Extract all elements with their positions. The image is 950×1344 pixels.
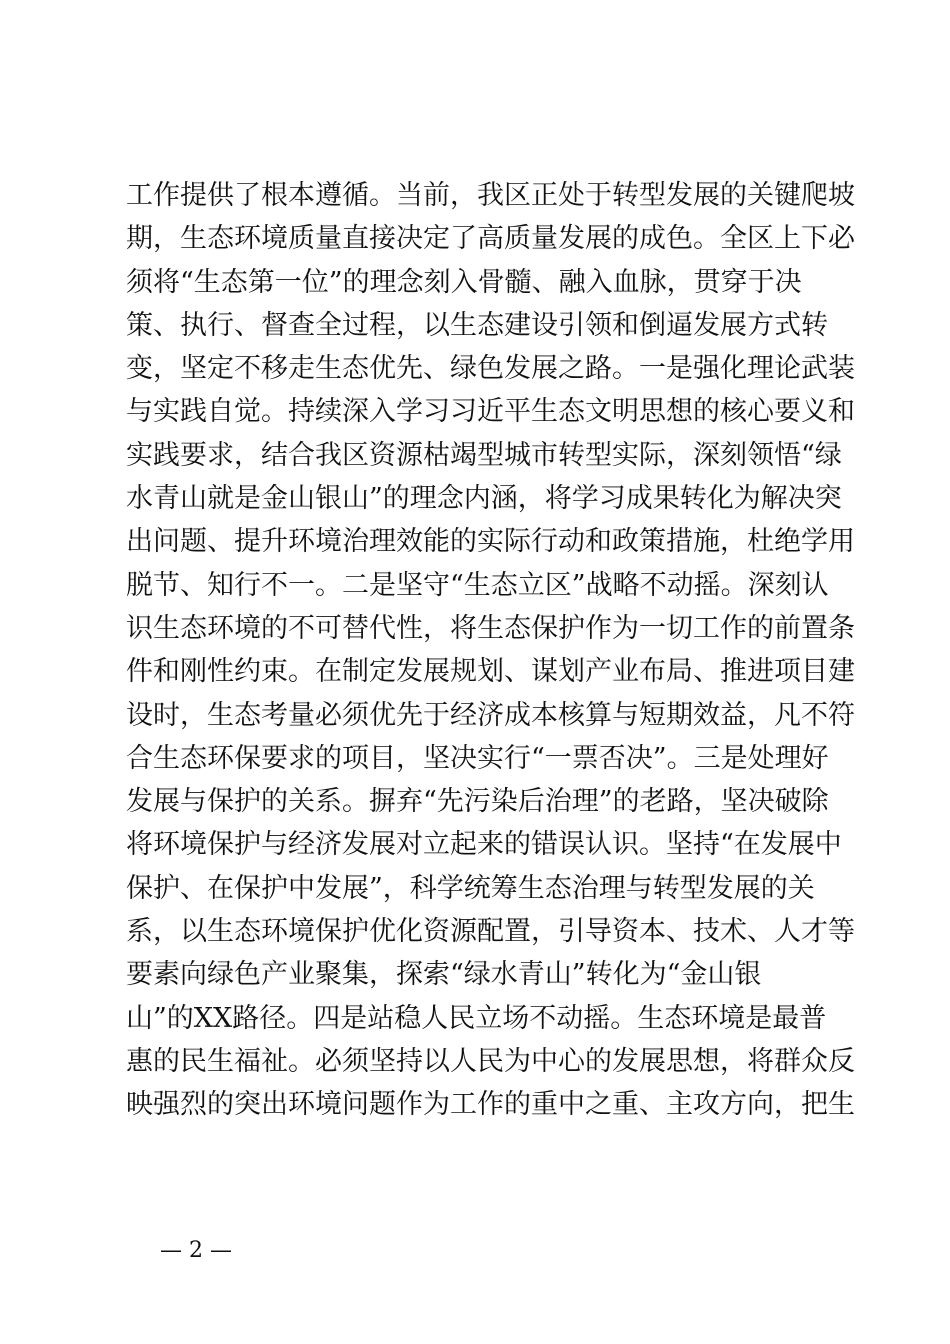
text-line: 山”的XX路径。四是站稳人民立场不动摇。生态环境是最普 <box>126 1002 827 1034</box>
text-line: 实践要求，结合我区资源枯竭型城市转型实际，深刻领悟“绿 <box>126 439 842 471</box>
text-line: 工作提供了根本遵循。当前，我区正处于转型发展的关键爬坡 <box>126 180 855 211</box>
text-line: 须将“生态第一位”的理念刻入骨髓、融入血脉，贯穿于决 <box>126 266 802 298</box>
body-paragraph <box>126 174 855 1127</box>
text-line: 变，坚定不移走生态优先、绿色发展之路。一是强化理论武装 <box>126 353 855 385</box>
text-line: 出问题、提升环境治理效能的实际行动和政策措施，杜绝学用 <box>126 526 855 558</box>
text-line: 设时，生态考量必须优先于经济成本核算与短期效益，凡不符 <box>126 699 855 731</box>
text-line: 惠的民生福祉。必须坚持以人民为中心的发展思想，将群众反 <box>126 1045 855 1077</box>
text-line: 将环境保护与经济发展对立起来的错误认识。坚持“在发展中 <box>126 829 842 861</box>
text-line: 识生态环境的不可替代性，将生态保护作为一切工作的前置条 <box>126 612 855 644</box>
text-line: 系，以生态环境保护优化资源配置，引导资本、技术、人才等 <box>126 916 855 948</box>
text-line: 脱节、知行不一。二是坚守“生态立区”战略不动摇。深刻认 <box>126 569 829 601</box>
text-line: 映强烈的突出环境问题作为工作的重中之重、主攻方向，把生 <box>126 1089 855 1121</box>
text-line: 与实践自觉。持续深入学习习近平生态文明思想的核心要义和 <box>126 396 855 428</box>
page-number: — 2 — <box>160 1238 232 1263</box>
text-line: 合生态环保要求的项目，坚决实行“一票否决”。三是处理好 <box>126 742 829 774</box>
text-line: 期，生态环境质量直接决定了高质量发展的成色。全区上下必 <box>126 223 855 255</box>
text-line: 保护、在保护中发展”，科学统筹生态治理与转型发展的关 <box>126 872 815 904</box>
text-line: 发展与保护的关系。摒弃“先污染后治理”的老路，坚决破除 <box>126 786 829 818</box>
text-line: 件和刚性约束。在制定发展规划、谋划产业布局、推进项目建 <box>126 656 855 688</box>
text-line: 要素向绿色产业聚集，探索“绿水青山”转化为“金山银 <box>126 959 762 991</box>
text-line: 水青山就是金山银山”的理念内涵，将学习成果转化为解决突 <box>126 483 842 515</box>
text-line: 策、执行、督查全过程，以生态建设引领和倒逼发展方式转 <box>126 309 828 341</box>
